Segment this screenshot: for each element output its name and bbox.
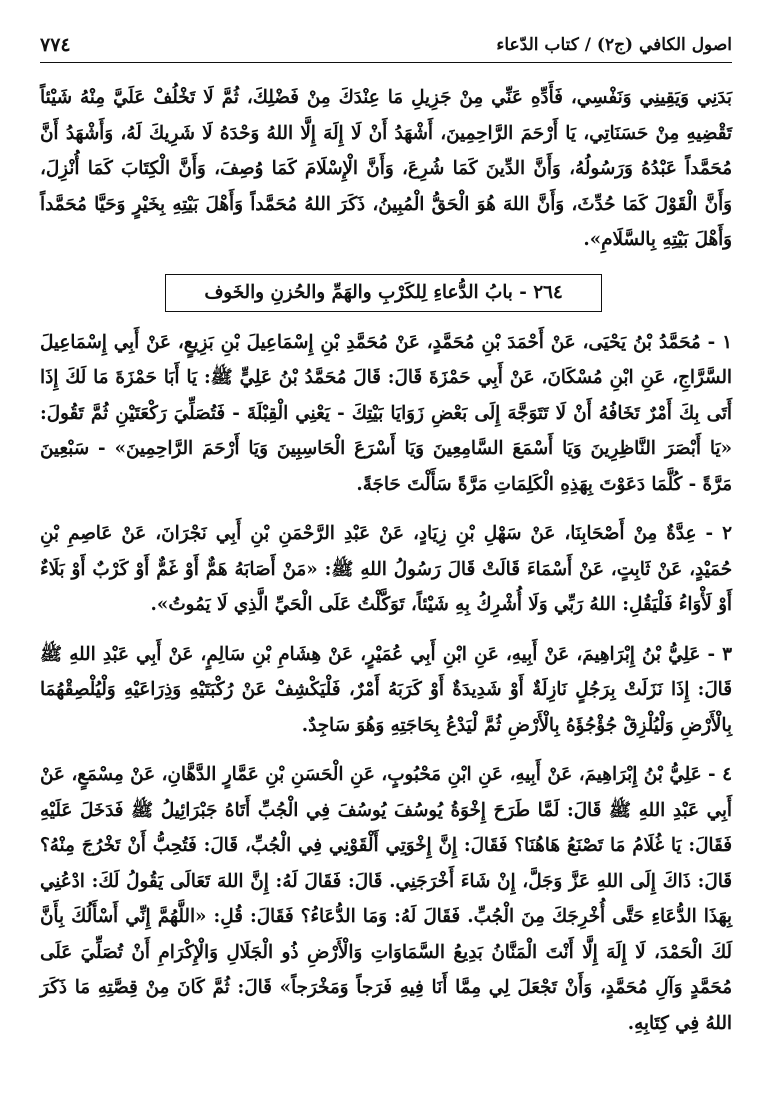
paragraph-gap (40, 502, 732, 516)
page-body (40, 80, 732, 1041)
page-number: ٧٧٤ (40, 34, 71, 56)
header-divider (40, 62, 732, 63)
paragraph-continuation: بَدَنِي وَيَقِينِي وَنَفْسِي، فَأَدِّهِ عَنِّي مِنْ جَزِيلِ مَا عِنْدَكَ مِنْ فَضْلِكَ، ثُمَّ لَا تَخْلُفْ عَلَيَّ مِنْهُ شَيْئاً تَقْضِيهِ مِنْ حَسَنَاتِي، يَا أَرْحَمَ الرَّاحِمِينَ، أَشْهَدُ أَنْ لَا إِلَهَ إِلَّا اللهُ وَحْدَهُ لَا شَرِيكَ لَهُ، وَأَشْهَدُ أَنَّ مُحَمَّداً عَبْدُهُ وَرَسُولُهُ، وَأَنَّ الدِّينَ كَمَا شُرِعَ، وَأَنَّ الْإِسْلَامَ كَمَا وُصِفَ، وَأَنَّ الْكِتَابَ كَمَا أُنْزِلَ، وَأَنَّ الْقَوْلَ كَمَا حُدِّثَ، وَأَنَّ اللهَ هُوَ الْحَقُّ الْمُبِينُ، ذَكَرَ اللهُ مُحَمَّداً وَأَهْلَ بَيْتِهِ بِخَيْرٍ وَحَيَّا مُحَمَّداً وَأَهْلَ بَيْتِهِ بِالسَّلَامِ». (40, 87, 733, 250)
page-header (40, 30, 732, 60)
hadith-2: ٢ - عِدَّةٌ مِنْ أَصْحَابِنَا، عَنْ سَهْلِ بْنِ زِيَادٍ، عَنْ عَبْدِ الرَّحْمَنِ بْنِ أَبِي نَجْرَانَ، عَنْ عَاصِمِ بْنِ حُمَيْدٍ، عَنْ ثَابِتٍ، عَنْ أَسْمَاءَ قَالَتْ قَالَ رَسُولُ اللهِ ﷺ: «مَنْ أَصَابَهُ هَمٌّ أَوْ غَمٌّ أَوْ كَرْبٌ أَوْ بَلَاءٌ أَوْ لَأْوَاءُ فَلْيَقُلِ: اللهُ رَبِّي وَلَا أُشْرِكُ بِهِ شَيْئاً، تَوَكَّلْتُ عَلَى الْحَيِّ الَّذِي لَا يَمُوتُ». (40, 523, 732, 615)
running-title: اصول الكافي (ج٢) / كتاب الدّعاء (496, 35, 732, 55)
hadith-3: ٣ - عَلِيُّ بْنُ إِبْرَاهِيمَ، عَنْ أَبِيهِ، عَنِ ابْنِ أَبِي عُمَيْرٍ، عَنْ هِشَامِ بْنِ سَالِمٍ، عَنْ أَبِي عَبْدِ اللهِ ﷺ قَالَ: إِذَا نَزَلَتْ بِرَجُلٍ نَازِلَةٌ أَوْ شَدِيدَةٌ أَوْ كَرَبَهُ أَمْرٌ، فَلْيَكْشِفْ عَنْ رُكْبَتَيْهِ وَذِرَاعَيْهِ وَلْيُلْصِقْهُمَا بِالْأَرْضِ وَلْيُلْزِقْ جُؤْجُؤَهُ بِالْأَرْضِ ثُمَّ لْيَدْعُ بِحَاجَتِهِ وَهُوَ سَاجِدٌ. (40, 643, 732, 736)
hadith-1: ١ - مُحَمَّدُ بْنُ يَحْيَى، عَنْ أَحْمَدَ بْنِ مُحَمَّدٍ، عَنْ مُحَمَّدِ بْنِ إِسْمَاعِيلَ بْنِ بَزِيعٍ، عَنْ أَبِي إِسْمَاعِيلَ السَّرَّاجِ، عَنِ ابْنِ مُسْكَانَ، عَنْ أَبِي حَمْزَةَ قَالَ: قَالَ مُحَمَّدُ بْنُ عَلِيٍّ ﷺ: يَا أَبَا حَمْزَةَ مَا لَكَ إِذَا أَتَى بِكَ أَمْرٌ تَخَافُهُ أَنْ لَا تَتَوَجَّهَ إِلَى بَعْضِ زَوَايَا بَيْتِكَ - يَعْنِي الْقِبْلَةَ - فَتُصَلِّيَ رَكْعَتَيْنِ ثُمَّ تَقُولَ: «يَا أَبْصَرَ النَّاظِرِينَ وَيَا أَسْمَعَ السَّامِعِينَ وَيَا أَسْرَعَ الْحَاسِبِينَ وَيَا أَرْحَمَ الرَّاحِمِينَ» - سَبْعِينَ مَرَّةً - كُلَّمَا دَعَوْتَ بِهَذِهِ الْكَلِمَاتِ مَرَّةً سَأَلْتَ حَاجَةً. (40, 331, 732, 495)
paragraph-gap (40, 743, 732, 757)
paragraph-gap (40, 623, 732, 637)
hadith-4: ٤ - عَلِيُّ بْنُ إِبْرَاهِيمَ، عَنْ أَبِيهِ، عَنِ ابْنِ مَحْبُوبٍ، عَنِ الْحَسَنِ بْنِ عَمَّارٍ الدَّهَّانِ، عَنْ مِسْمَعٍ، عَنْ أَبِي عَبْدِ اللهِ ﷺ قَالَ: لَمَّا طَرَحَ إِخْوَةُ يُوسُفَ يُوسُفَ فِي الْجُبِّ أَتَاهُ جَبْرَائِيلُ ﷺ فَدَخَلَ عَلَيْهِ فَقَالَ: يَا غُلَامُ مَا تَصْنَعُ هَاهُنَا؟ فَقَالَ: إِنَّ إِخْوَتِي أَلْقَوْنِي فِي الْجُبِّ، قَالَ: فَتُحِبُّ أَنْ تَخْرُجَ مِنْهُ؟ قَالَ: ذَاكَ إِلَى اللهِ عَزَّ وَجَلَّ، إِنْ شَاءَ أَخْرَجَنِي. قَالَ: فَقَالَ لَهُ: إِنَّ اللهَ تَعَالَى يَقُولُ لَكَ: ادْعُنِي بِهَذَا الدُّعَاءِ حَتَّى أُخْرِجَكَ مِنَ الْجُبِّ. فَقَالَ لَهُ: وَمَا الدُّعَاءُ؟ فَقَالَ: قُلِ: «اللَّهُمَّ إِنِّي أَسْأَلُكَ بِأَنَّ لَكَ الْحَمْدَ، لَا إِلَهَ إِلَّا أَنْتَ الْمَنَّانُ بَدِيعُ السَّمَاوَاتِ وَالْأَرْضِ ذُو الْجَلَالِ وَالْإِكْرَامِ أَنْ تُصَلِّيَ عَلَى مُحَمَّدٍ وَآلِ مُحَمَّدٍ، وَأَنْ تَجْعَلَ لِي مِمَّا أَنَا فِيهِ فَرَجاً وَمَخْرَجاً» قَالَ: ثُمَّ كَانَ مِنْ قِصَّتِهِ مَا ذَكَرَ اللهُ فِي كِتَابِهِ. (40, 764, 732, 1034)
chapter-heading: ٢٦٤ - بابُ الدُّعاءِ لِلكَرْبِ والهَمِّ والحُزنِ والخَوف (165, 274, 602, 312)
